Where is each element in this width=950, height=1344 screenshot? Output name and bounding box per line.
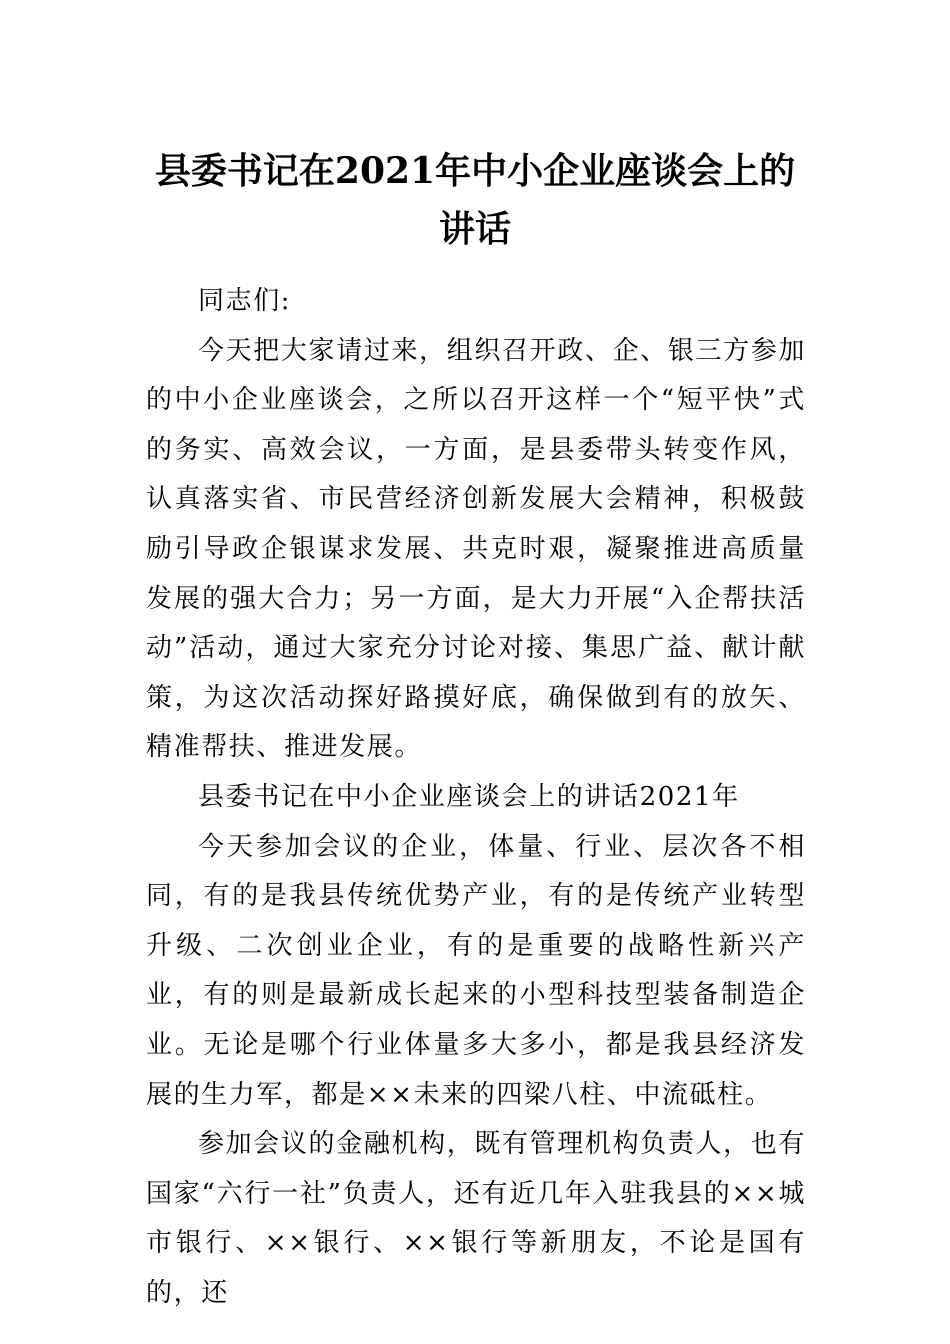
body-paragraph: 今天把大家请过来，组织召开政、企、银三方参加的中小企业座谈会，之所以召开这样一个“短平快”式的务实、高效会议，一方面，是县委带头转变作风，认真落实省、市民营经济创新发展大会精神，积极鼓励引导政企银谋求发展、共克时艰，凝聚推进高质量发展的强大合力；另一方面，是大力开展“入企帮扶活动”活动，通过大家充分讨论对接、集思广益、献计献策，为这次活动探好路摸好底，确保做到有的放矢、精准帮扶、推进发展。 bbox=[146, 335, 806, 763]
subheading-paragraph: 县委书记在中小企业座谈会上的讲话2021年 bbox=[198, 781, 740, 812]
body-paragraph: 参加会议的金融机构，既有管理机构负责人，也有国家“六行一社”负责人，还有近几年入驻我县的××城市银行、××银行、××银行等新朋友，不论是国有的，还 bbox=[146, 1129, 806, 1308]
body-paragraph: 今天参加会议的企业，体量、行业、层次各不相同，有的是我县传统优势产业，有的是传统产业转型升级、二次创业企业，有的是重要的战略性新兴产业，有的则是最新成长起来的小型科技型装备制造企业。无论是哪个行业体量多大多小，都是我县经济发展的生力军，都是××未来的四梁八柱、中流砥柱。 bbox=[146, 831, 806, 1110]
document-body bbox=[146, 277, 806, 1318]
document-title: 县委书记在2021年中小企业座谈会上的讲话 bbox=[154, 150, 796, 250]
salutation-paragraph: 同志们: bbox=[198, 286, 292, 316]
